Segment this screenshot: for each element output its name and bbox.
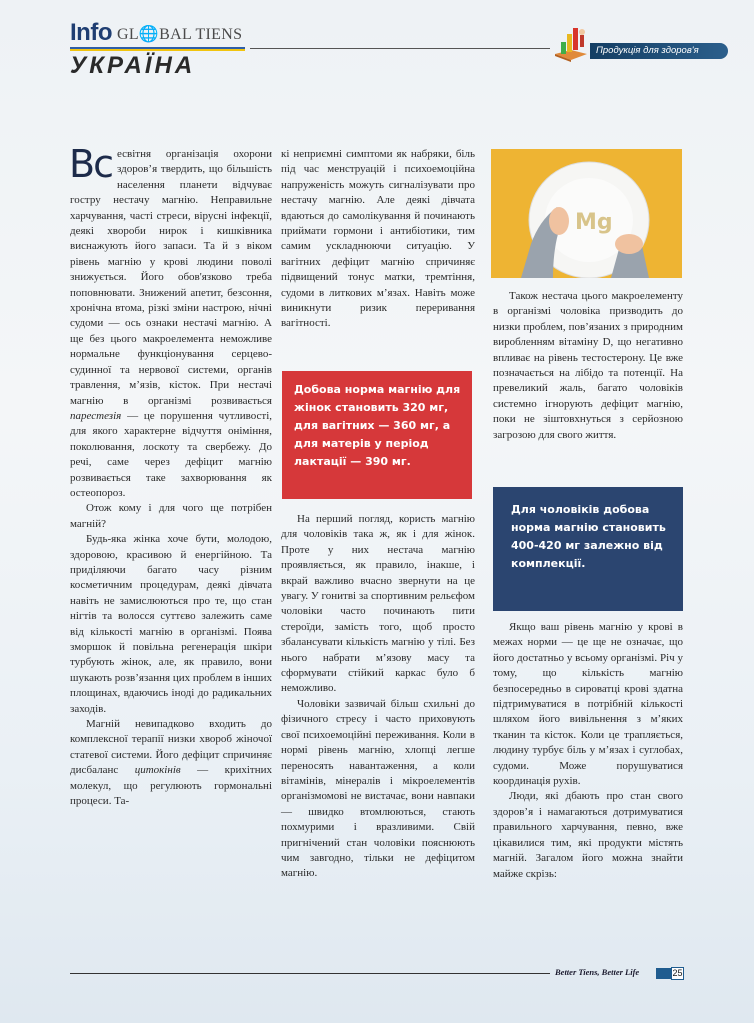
article-paragraph: Також нестача цього макроелементу в організмі чоловіка призводить до низки проблем, пов’язаних з природним виробленням вітаміну D, що негативно впливає на рівень тестостерону. Це вже позначається на лібідо та потенції. На превеликий жаль, багато чоловіків системно ігнорують дефіцит магнію, поки не зіштовхнуться з серйозною загрозою для свого життя. <box>493 290 683 441</box>
brand-info: Info <box>70 19 112 46</box>
brand-global-tiens: GL🌐BAL TIENS <box>117 26 243 43</box>
article-paragraph: На перший погляд, користь магнію для чоловіків така ж, як і для жінок. Проте у них нестача магнію проявляється, як правило, інакше, і вкрай важливо вчасно звернути на це увагу. У гонитві за спортивним рельєфом чоловіки часто починають пити стероїди, замість того, щоб просто збалансувати кількість магнію у тілі. Без нього набрати м’язову масу та сформувати стійкий каркас було б неможливо. <box>281 513 475 695</box>
header-divider <box>250 48 550 49</box>
page-number: 25 <box>672 968 683 978</box>
article-paragraph: кі неприємні симптоми як набряки, біль під час менструацій і психоемоційна напруженість можуть сигналізувати про нестачу магнію. Але деякі дівчата вдаються до самолікування й починають приймати гормони і антибіотики, тим самим ускладнюючи ситуацію. У вагітних дефіцит магнію спричиняє підвищений тонус матки, тремтіння, судоми в литкових м’язах. Навіть може виникнути ризик переривання вагітності. <box>281 148 475 330</box>
article-paragraph: Будь-яка жінка хоче бути, молодою, здоровою, красивою й енергійною. Та приділяючи багато часу різним косметичним процедурам, деякі дівчата навіть не замислюються про те, що стан нігтів та волосся суттєво залежить саме від кількості магнію в організмі. Поява зморшок й повільна регенерація шкіри турбують жінок, але, як правило, вони шукають розв’язання цих проблем в інших площинах, вдаючись іноді до радикальних заходів. <box>70 533 272 715</box>
article-paragraph: Люди, які дбають про стан свого здоров’я і намагаються дотримуватися правильного харчування, певно, вже цікавилися тим, які продукти містять магній. Загалом його можна знайти майже скрізь: <box>493 790 683 880</box>
article-paragraph: Якщо ваш рівень магнію у крові в межах норми — це ще не означає, що його достатньо у всьому організмі. Річ у тому, що кількість магнію безпосередньо в сироватці крові здатна підтримуватися в потрібній кількості шляхом його вивільнення з м’яких тканин та кісток. Коли це трапляється, людину турбує біль у м’язах і суглобах, судоми. Може порушуватися координація рухів. <box>493 621 683 788</box>
brand-stripe <box>70 47 245 51</box>
footer-slogan: Better Tiens, Better Life <box>555 967 640 977</box>
country-title: УКРАЇНА <box>70 52 196 79</box>
article-paragraph: Чоловіки зазвичай більш схильні до фізичного стресу і часто приховують свої психоемоційні переживання. Коли в нормі рівень магнію, хлопці легше переносять навантаження, а коли вітамінів, мінералів і мікроелементів організмомові не вистачає, вони навпаки — швидко втомлюються, стають похмурими і вразливими. Свій пригнічений стан чоловіки пояснюють чим завгодно, тільки не дефіцитом магнію. <box>281 697 475 880</box>
callout-women-norm: Добова норма магнію для жінок становить 320 мг, для вагітних — 360 мг, а для матерів у період лактації — 390 мг. <box>282 371 472 499</box>
mg-pills-text: Mg <box>575 210 613 235</box>
article-column-1 <box>69 142 273 809</box>
term-parestesia: парестезія <box>70 409 122 422</box>
photo-mg-plate <box>491 149 682 278</box>
article-paragraph: Вс есвітня організація охорони здоров’я твердить, що більшість населення планети відчуває гостру нестачу магнію. Неправильне харчування, часті стреси, вірусні інфекції, деякі хвороби нирок і кишківника виснажують його запаси. Та й з віком рівень магнію у крові людини поволі знижується. Його обов'язково треба поповнювати. Знижений апетит, безсоння, хронічна втома, різкі зміни настрою, нічні судоми — ось ознаки нестачі магнію. А ще без цього макроелемента неможливе нормальне функціонування серцево-судинної та нервової системи, органів травлення, м’язів, кісток. При нестачі магнію в організмі розвивається парестезія — це порушення чутливості, для якого характерне відчуття оніміння, поколювання, лоскоту та свербежу. До речі, саме через дефіцит магнію розвивається таке захворювання як остеопороз. <box>69 142 272 499</box>
drop-cap: Вс <box>69 142 112 186</box>
footer-divider <box>70 973 550 974</box>
article-paragraph: Отож кому і для чого ще потрібен магній? <box>70 502 272 530</box>
callout-men-norm: Для чоловіків добова норма магнію становить 400-420 мг залежно від комплекції. <box>493 487 683 611</box>
page-number-bar <box>656 968 671 979</box>
article-column-2 <box>281 147 475 332</box>
article-column-3 <box>493 289 683 443</box>
article-column-2-lower <box>281 512 475 882</box>
article-paragraph: Магній невипадково входить до комплексної терапії низки хвороб жіночої статевої системи. Його дефіцит спричиняє дисбаланс цитокінів — крихітних молекул, що регулюють гормональні процеси. Та- <box>70 718 273 808</box>
term-cytokines: цитокінів <box>134 764 181 777</box>
section-label: Продукція для здоров'я <box>596 45 699 56</box>
article-column-3-lower <box>493 620 683 882</box>
section-badge <box>590 43 728 59</box>
bar-chart-icon <box>553 22 589 62</box>
